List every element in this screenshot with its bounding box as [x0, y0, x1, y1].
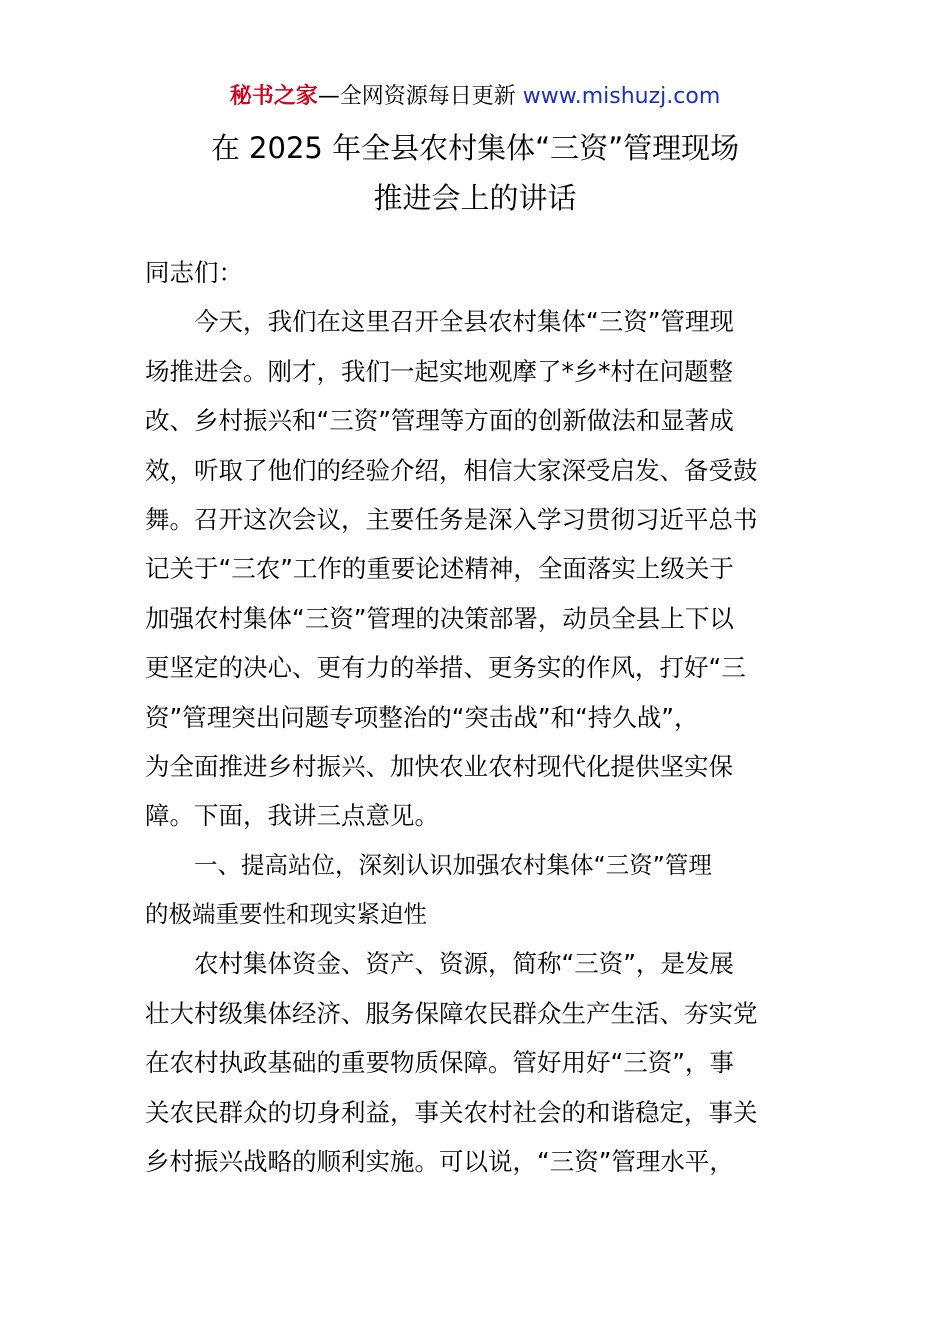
salutation: 同志们： [145, 258, 243, 287]
section-heading-line: 的极端重要性和现实紧迫性 [145, 900, 427, 929]
body-line: 场推进会。刚才，我们一起实地观摩了*乡*村在问题整 [145, 356, 733, 386]
body-line: 更坚定的决心、更有力的举措、更务实的作风，打好“三 [145, 653, 746, 683]
body-line: 记关于“三农”工作的重要论述精神，全面落实上级关于 [145, 554, 734, 584]
body-line: 加强农村集体“三资”管理的决策部署，动员全县上下以 [145, 603, 734, 633]
body-line: 农村集体资金、资产、资源，简称“三资”，是发展 [194, 949, 734, 979]
body-line: 舞。召开这次会议，主要任务是深入学习贯彻习近平总书 [145, 504, 758, 534]
body-line: 在农村执政基础的重要物质保障。管好用好“三资”，事 [145, 1048, 734, 1078]
document-title-line-1: 在 2025 年全县农村集体“三资”管理现场 [210, 131, 740, 165]
document-body [145, 248, 810, 1186]
site-banner [0, 82, 950, 112]
body-line: 为全面推进乡村振兴、加快农业农村现代化提供坚实保 [145, 751, 733, 781]
site-url-link[interactable]: www.mishuzj.com [522, 84, 721, 109]
body-line: 关农民群众的切身利益，事关农村社会的和谐稳定，事关 [145, 1097, 758, 1127]
section-heading-line: 一、提高站位，深刻认识加强农村集体“三资”管理 [194, 850, 712, 879]
site-name: 秘书之家 [229, 84, 318, 109]
body-line: 壮大村级集体经济、服务保障农民群众生产生活、夯实党 [145, 998, 758, 1028]
body-line: 障。下面，我讲三点意见。 [145, 801, 439, 831]
body-line: 改、乡村振兴和“三资”管理等方面的创新做法和显著成 [145, 406, 734, 436]
body-line: 今天，我们在这里召开全县农村集体“三资”管理现 [194, 307, 734, 337]
body-line: 资”管理突出问题专项整治的“突击战”和“持久战”， [145, 702, 699, 732]
body-line: 乡村振兴战略的顺利实施。可以说，“三资”管理水平， [145, 1147, 734, 1177]
body-line: 效，听取了他们的经验介绍，相信大家深受启发、备受鼓 [145, 455, 758, 485]
site-tagline: —全网资源每日更新 [317, 84, 523, 109]
document-title-line-2: 推进会上的讲话 [373, 181, 577, 215]
